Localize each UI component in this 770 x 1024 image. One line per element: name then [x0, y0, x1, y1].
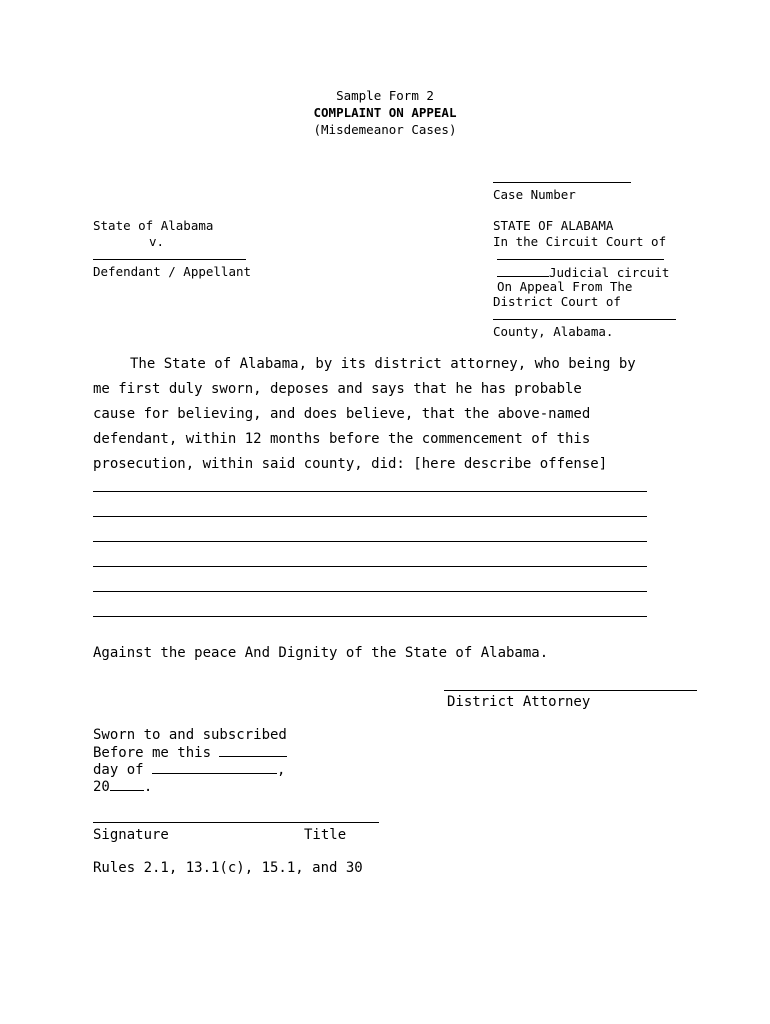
form-label: Sample Form 2: [336, 88, 434, 103]
body-line-1: The State of Alabama, by its district attorney, who being by: [130, 356, 636, 372]
body-line-5: prosecution, within said county, did: [here describe offense]: [93, 456, 608, 472]
judicial-circuit-row: [497, 264, 669, 280]
case-number-blank[interactable]: [493, 182, 631, 183]
sworn-line-3: day of ,: [93, 762, 286, 778]
county-label: County, Alabama.: [493, 324, 614, 339]
sworn-year-prefix: 20: [93, 779, 110, 795]
defendant-name-blank[interactable]: [93, 259, 246, 260]
sworn-day-blank[interactable]: [219, 744, 287, 757]
district-court-blank[interactable]: [493, 319, 676, 320]
body-line-2: me first duly sworn, deposes and says that he has probable: [93, 381, 582, 397]
notary-signature-line[interactable]: [93, 822, 379, 823]
offense-line-3[interactable]: [93, 541, 647, 542]
appeal-from-label: On Appeal From The: [497, 279, 633, 294]
sworn-line-3-text: day of: [93, 762, 144, 778]
circuit-court-label: In the Circuit Court of: [493, 234, 667, 249]
offense-line-2[interactable]: [93, 516, 647, 517]
sworn-line-4: 20 .: [93, 779, 153, 795]
offense-line-5[interactable]: [93, 591, 647, 592]
closing-statement: Against the peace And Dignity of the State of Alabama.: [93, 645, 549, 661]
sworn-line-2: [93, 744, 287, 761]
judicial-circuit-blank[interactable]: [497, 264, 549, 277]
circuit-court-blank[interactable]: [497, 259, 664, 260]
offense-line-4[interactable]: [93, 566, 647, 567]
case-number-label: Case Number: [493, 187, 576, 202]
document-title: COMPLAINT ON APPEAL: [313, 105, 457, 120]
body-line-4: defendant, within 12 months before the commencement of this: [93, 431, 591, 447]
state-party: State of Alabama: [93, 218, 214, 233]
defendant-label: Defendant / Appellant: [93, 264, 252, 279]
sworn-year-blank[interactable]: [110, 778, 144, 791]
sworn-line-2-text: Before me this: [93, 745, 212, 761]
state-caps-label: STATE OF ALABAMA: [493, 218, 614, 233]
sworn-line-1: Sworn to and subscribed: [93, 727, 287, 743]
offense-line-6[interactable]: [93, 616, 647, 617]
sworn-month-blank[interactable]: [152, 761, 277, 774]
district-court-label: District Court of: [493, 294, 621, 309]
rules-reference: Rules 2.1, 13.1(c), 15.1, and 30: [93, 860, 363, 876]
title-label: Title: [304, 827, 347, 843]
signature-label: Signature: [93, 827, 169, 843]
versus-label: v.: [149, 234, 165, 249]
district-attorney-label: District Attorney: [447, 694, 591, 710]
body-line-3: cause for believing, and does believe, that the above-named: [93, 406, 591, 422]
judicial-circuit-label: Judicial circuit: [549, 265, 670, 280]
district-attorney-signature-line[interactable]: [444, 690, 697, 691]
document-subtitle: (Misdemeanor Cases): [313, 122, 457, 137]
offense-line-1[interactable]: [93, 491, 647, 492]
